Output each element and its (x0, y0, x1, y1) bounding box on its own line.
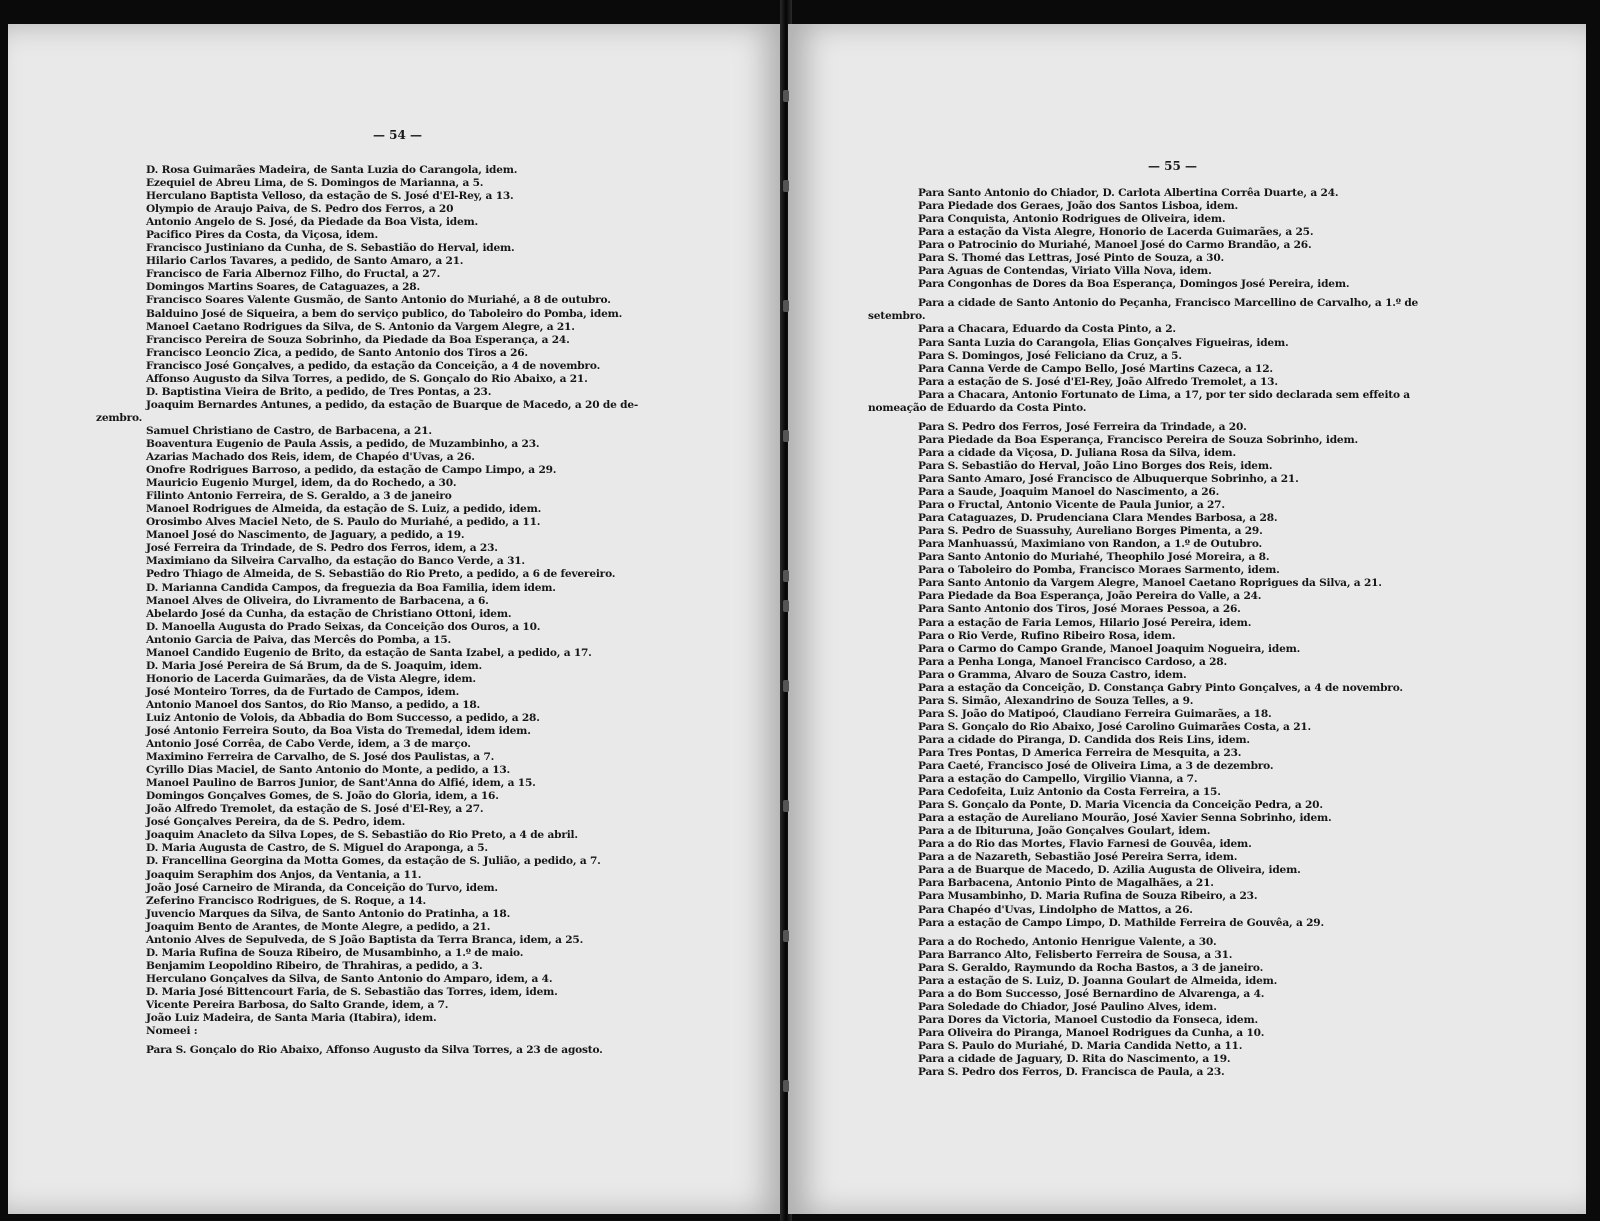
text-line: Francisco Pereira de Souza Sobrinho, da Piedade da Boa Esperança, a 24. (146, 333, 570, 346)
text-line: José Gonçalves Pereira, da de S. Pedro, idem. (146, 816, 406, 829)
text-line: Hilario Carlos Tavares, a pedido, de Santo Amaro, a 21. (146, 255, 464, 268)
text-line: Para o Patrocinio do Muriahé, Manoel José do Carmo Brandão, a 26. (918, 239, 1312, 252)
text-line: Para Musambinho, D. Maria Rufina de Souza Ribeiro, a 23. (918, 890, 1258, 903)
text-line: Para Santo Antonio do Chiador, D. Carlota Albertina Corrêa Duarte, a 24. (918, 187, 1339, 199)
text-line: Honorio de Lacerda Guimarães, da de Vista Alegre, idem. (146, 672, 476, 685)
text-line: Francisco de Faria Albernoz Filho, do Fructal, a 27. (146, 268, 441, 281)
text-line: Francisco Soares Valente Gusmão, de Santo Antonio do Muriahé, a 8 de outubro. (146, 294, 611, 307)
text-line: Para S. Gonçalo do Rio Abaixo, José Carolino Guimarães Costa, a 21. (918, 720, 1312, 733)
text-line: Balduino José de Siqueira, a bem do serviço publico, do Taboleiro do Pomba, idem. (146, 307, 623, 320)
text-line: Para a estação de S. Luiz, D. Joanna Goulart de Almeida, idem. (918, 974, 1278, 987)
binding-stitch (783, 300, 789, 312)
binding-stitch (783, 680, 789, 692)
text-line: Para a Chacara, Eduardo da Costa Pinto, a 2. (918, 323, 1176, 336)
text-line: D. Marianna Candida Campos, da freguezia da Boa Familia, idem idem. (146, 581, 556, 594)
text-line: Joaquim Anacleto da Silva Lopes, de S. Sebastião do Rio Preto, a 4 de abril. (146, 829, 578, 842)
text-line: Para Chapéo d'Uvas, Lindolpho de Mattos, a 26. (918, 903, 1193, 916)
text-line: Affonso Augusto da Silva Torres, a pedido, de S. Gonçalo do Rio Abaixo, a 21. (146, 372, 588, 385)
text-line: Para Santo Antonio do Muriahé, Theophilo José Moreira, a 8. (918, 551, 1270, 564)
text-line: Para S. Gonçalo do Rio Abaixo, Affonso Augusto da Silva Torres, a 23 de agosto. (146, 1044, 603, 1057)
text-line: Para Conquista, Antonio Rodrigues de Oliveira, idem. (918, 213, 1226, 226)
text-line: Herculano Gonçalves da Silva, de Santo Antonio do Amparo, idem, a 4. (146, 972, 553, 985)
text-line: Para Canna Verde de Campo Bello, José Martins Cazeca, a 12. (918, 362, 1273, 375)
text-line: José Monteiro Torres, da de Furtado de Campos, idem. (146, 685, 460, 698)
text-line: Para a estação de Campo Limpo, D. Mathilde Ferreira de Gouvêa, a 29. (918, 916, 1324, 929)
text-line: Manoel José do Nascimento, de Jaguary, a pedido, a 19. (146, 529, 465, 542)
text-line: Para Tres Pontas, D America Ferreira de Mesquita, a 23. (918, 746, 1242, 759)
text-line: Maximiano da Silveira Carvalho, da estação do Banco Verde, a 31. (146, 555, 525, 568)
text-line: Para a estação da Conceição, D. Constança Gabry Pinto Gonçalves, a 4 de novembro. (918, 681, 1403, 694)
text-line: Para Santo Antonio da Vargem Alegre, Manoel Caetano Roprigues da Silva, a 21. (918, 577, 1382, 590)
text-line: João Alfredo Tremolet, da estação de S. José d'El-Rey, a 27. (146, 803, 484, 816)
text-line: Para a de Nazareth, Sebastião José Pereira Serra, idem. (918, 851, 1238, 864)
text-line: Para Aguas de Contendas, Viriato Villa Nova, idem. (918, 265, 1212, 278)
text-line: Samuel Christiano de Castro, de Barbacena, a 21. (146, 424, 432, 437)
page-number: — 54 — (373, 128, 423, 142)
text-line: Para Congonhas de Dores da Boa Esperança, Domingos José Pereira, idem. (918, 278, 1350, 291)
text-line: D. Maria José Pereira de Sá Brum, da de S. Joaquim, idem. (146, 659, 482, 672)
text-line: Para o Fructal, Antonio Vicente de Paula Junior, a 27. (918, 499, 1225, 512)
text-line: Para Oliveira do Piranga, Manoel Rodrigues da Cunha, a 10. (918, 1026, 1265, 1039)
text-line: João Luiz Madeira, de Santa Maria (Itabira), idem. (146, 1012, 437, 1025)
text-line: Juvencio Marques da Silva, de Santo Antonio do Pratinha, a 18. (146, 907, 511, 920)
text-line: Para a estação do Campello, Virgilio Vianna, a 7. (918, 773, 1198, 786)
text-line: Olympio de Araujo Paiva, de S. Pedro dos Ferros, a 20 (146, 203, 454, 216)
binding-stitch (783, 430, 789, 442)
text-line: Antonio José Corrêa, de Cabo Verde, idem, a 3 de março. (146, 738, 471, 751)
text-line: Para Piedade da Boa Esperança, Francisco Pereira de Souza Sobrinho, idem. (918, 433, 1358, 446)
text-line: Para Piedade da Boa Esperança, João Pereira do Valle, a 24. (918, 590, 1262, 603)
text-line: Para a do Rio das Mortes, Flavio Farnesi de Gouvêa, idem. (918, 838, 1252, 851)
text-line: Para a cidade de Santo Antonio do Peçanha, Francisco Marcellino de Carvalho, a 1.º de (918, 297, 1419, 310)
text-line: Nomeei : (146, 1025, 198, 1038)
text-line: Para a cidade do Piranga, D. Candida dos Reis Lins, idem. (918, 733, 1250, 746)
text-line: Para a Saude, Joaquim Manoel do Nascimento, a 26. (918, 486, 1220, 499)
text-line: Filinto Antonio Ferreira, de S. Geraldo, a 3 de janeiro (146, 490, 452, 503)
text-line: Para Cataguazes, D. Prudenciana Clara Mendes Barbosa, a 28. (918, 512, 1278, 525)
left-page (8, 24, 784, 1214)
text-line: Para a estação de Faria Lemos, Hilario José Pereira, idem. (918, 616, 1252, 629)
text-line: Para S. João do Matipoó, Claudiano Ferreira Guimarães, a 18. (918, 707, 1272, 720)
text-line: setembro. (868, 310, 926, 323)
text-line: Para S. Geraldo, Raymundo da Rocha Bastos, a 3 de janeiro. (918, 961, 1264, 974)
text-line: Para Santo Amaro, José Francisco de Albuquerque Sobrinho, a 21. (918, 472, 1299, 485)
text-line: Joaquim Bernardes Antunes, a pedido, da estação de Buarque de Macedo, a 20 de de- (146, 398, 639, 411)
binding-stitch (783, 90, 789, 102)
text-line: Orosimbo Alves Maciel Neto, de S. Paulo do Muriahé, a pedido, a 11. (146, 516, 541, 529)
text-line: Para S. Pedro dos Ferros, José Ferreira da Trindade, a 20. (918, 420, 1247, 433)
text-line: Para a cidade de Jaguary, D. Rita do Nascimento, a 19. (918, 1053, 1231, 1066)
text-line: Para Dores da Victoria, Manoel Custodio da Fonseca, idem. (918, 1013, 1258, 1026)
text-line: Para Cedofeita, Luiz Antonio da Costa Ferreira, a 15. (918, 786, 1221, 799)
text-line: Para Caeté, Francisco José de Oliveira Lima, a 3 de dezembro. (918, 760, 1274, 773)
text-line: Manoel Rodrigues de Almeida, da estação de S. Luiz, a pedido, idem. (146, 503, 542, 516)
text-line: Para o Rio Verde, Rufino Ribeiro Rosa, idem. (918, 629, 1176, 642)
text-line: Francisco José Gonçalves, a pedido, da estação da Conceição, a 4 de novembro. (146, 359, 601, 372)
text-line: Domingos Gonçalves Gomes, de S. João do Gloria, idem, a 16. (146, 790, 499, 803)
page-text (96, 164, 736, 1057)
text-line: Mauricio Eugenio Murgel, idem, da do Rochedo, a 30. (146, 477, 457, 490)
binding-stitch (783, 180, 789, 192)
text-line: Para Barranco Alto, Felisberto Ferreira de Sousa, a 31. (918, 948, 1233, 961)
text-line: Manoel Candido Eugenio de Brito, da estação de Santa Izabel, a pedido, a 17. (146, 646, 592, 659)
text-line: Francisco Leoncio Zica, a pedido, de Santo Antonio dos Tiros a 26. (146, 346, 528, 359)
text-line: Para a do Bom Successo, José Bernardino de Alvarenga, a 4. (918, 987, 1265, 1000)
text-line: Para S. Gonçalo da Ponte, D. Maria Vicencia da Conceição Pedra, a 20. (918, 799, 1323, 812)
text-line: D. Rosa Guimarães Madeira, de Santa Luzia do Carangola, idem. (146, 164, 518, 176)
text-line: Para o Taboleiro do Pomba, Francisco Moraes Sarmento, idem. (918, 564, 1280, 577)
text-line: Vicente Pereira Barbosa, do Salto Grande, idem, a 7. (146, 999, 449, 1011)
binding-stitch (783, 570, 789, 582)
text-line: Para a estação da Vista Alegre, Honorio de Lacerda Guimarães, a 25. (918, 226, 1314, 239)
text-line: Joaquim Seraphim dos Anjos, da Ventania, a 11. (146, 868, 422, 881)
text-line: Para S. Pedro dos Ferros, D. Francisca de Paula, a 23. (918, 1066, 1225, 1079)
text-line: Para S. Thomé das Lettras, José Pinto de Souza, a 30. (918, 252, 1225, 265)
text-line: Boaventura Eugenio de Paula Assis, a pedido, de Muzambinho, a 23. (146, 437, 540, 450)
text-line: Manoel Caetano Rodrigues da Silva, de S. Antonio da Vargem Alegre, a 21. (146, 320, 575, 333)
text-line: Para a estação de S. José d'El-Rey, João Alfredo Tremolet, a 13. (918, 375, 1278, 388)
binding-stitch (783, 1080, 789, 1092)
text-line: Para Piedade dos Geraes, João dos Santos Lisboa, idem. (918, 200, 1239, 213)
text-line: D. Manoella Augusta do Prado Seixas, da Conceição dos Ouros, a 10. (146, 620, 541, 633)
text-line: Zeferino Francisco Rodrigues, de S. Roque, a 14. (146, 894, 426, 907)
text-line: Para Manhuassú, Maximiano von Randon, a 1.º de Outubro. (918, 538, 1263, 551)
text-line: Para a Penha Longa, Manoel Francisco Cardoso, a 28. (918, 655, 1227, 668)
text-line: Para o Gramma, Alvaro de Souza Castro, idem. (918, 668, 1187, 681)
text-line: nomeação de Eduardo da Costa Pinto. (868, 401, 1087, 414)
text-line: Antonio Manoel dos Santos, do Rio Manso, a pedido, a 18. (146, 698, 481, 711)
text-line: Joaquim Bento de Arantes, de Monte Alegre, a pedido, a 21. (146, 920, 491, 933)
text-line: Antonio Angelo de S. José, da Piedade da Boa Vista, idem. (146, 216, 479, 229)
right-page (788, 24, 1586, 1214)
text-line: Para S. Simão, Alexandrino de Souza Telles, a 9. (918, 694, 1194, 707)
text-line: Benjamim Leopoldino Ribeiro, de Thrahiras, a pedido, a 3. (146, 959, 483, 972)
text-line: Para S. Pedro de Suassuhy, Aureliano Borges Pimenta, a 29. (918, 525, 1263, 538)
binding-stitch (783, 800, 789, 812)
text-line: Maximino Ferreira de Carvalho, de S. José dos Paulistas, a 7. (146, 751, 495, 764)
page-number: — 55 — (1148, 159, 1198, 173)
text-line: D. Maria José Bittencourt Faria, de S. Sebastião das Torres, idem, idem. (146, 985, 558, 998)
page-text (868, 187, 1543, 1079)
text-line: Onofre Rodrigues Barroso, a pedido, da estação de Campo Limpo, a 29. (146, 464, 557, 477)
text-line: Para a do Rochedo, Antonio Henrigue Valente, a 30. (918, 935, 1217, 948)
text-line: Manoel Paulino de Barros Junior, de Sant'Anna do Alfié, idem, a 15. (146, 777, 536, 790)
text-line: Para o Carmo do Campo Grande, Manoel Joaquim Nogueira, idem. (918, 642, 1301, 655)
text-line: D. Baptistina Vieira de Brito, a pedido, de Tres Pontas, a 23. (146, 385, 492, 398)
text-line: Para Santa Luzia do Carangola, Elias Gonçalves Figueiras, idem. (918, 336, 1289, 349)
text-line: Para S. Domingos, José Feliciano da Cruz, a 5. (918, 349, 1182, 362)
text-line: Para Barbacena, Antonio Pinto de Magalhães, a 21. (918, 877, 1214, 890)
text-line: João José Carneiro de Miranda, da Conceição do Turvo, idem. (146, 881, 498, 894)
text-line: Antonio Garcia de Paiva, das Mercês do Pomba, a 15. (146, 633, 452, 646)
text-line: Para a de Ibituruna, João Gonçalves Goulart, idem. (918, 825, 1211, 838)
text-line: Antonio Alves de Sepulveda, de S João Baptista da Terra Branca, idem, a 25. (146, 933, 584, 946)
text-line: Para a estação de Aureliano Mourão, José Xavier Senna Sobrinho, idem. (918, 812, 1332, 825)
text-line: Francisco Justiniano da Cunha, de S. Sebastião do Herval, idem. (146, 242, 515, 255)
text-line: Domingos Martins Soares, de Cataguazes, a 28. (146, 281, 420, 294)
text-line: Cyrillo Dias Maciel, de Santo Antonio do Monte, a pedido, a 13. (146, 764, 511, 777)
text-line: Para a Chacara, Antonio Fortunato de Lima, a 17, por ter sido declarada sem effeito a (918, 388, 1410, 401)
text-line: Para Soledade do Chiador, José Paulino Alves, idem. (918, 1000, 1217, 1013)
text-line: Para a de Buarque de Macedo, D. Azilia Augusta de Oliveira, idem. (918, 864, 1301, 877)
text-line: Herculano Baptista Velloso, da estação de S. José d'El-Rey, a 13. (146, 190, 514, 203)
text-line: D. Francellina Georgina da Motta Gomes, da estação de S. Julião, a pedido, a 7. (146, 855, 601, 868)
text-line: José Ferreira da Trindade, de S. Pedro dos Ferros, idem, a 23. (146, 542, 498, 555)
text-line: Para Santo Antonio dos Tiros, José Moraes Pessoa, a 26. (918, 603, 1241, 616)
binding-stitch (783, 600, 789, 612)
text-line: D. Maria Augusta de Castro, de S. Miguel do Araponga, a 5. (146, 842, 488, 855)
binding-stitch (783, 930, 789, 942)
text-line: zembro. (96, 411, 143, 424)
text-line: Para S. Paulo do Muriahé, D. Maria Candida Netto, a 11. (918, 1040, 1243, 1052)
text-line: Para a cidade da Viçosa, D. Juliana Rosa da Silva, idem. (918, 446, 1236, 459)
text-line: Luiz Antonio de Volois, da Abbadia do Bom Successo, a pedido, a 28. (146, 711, 540, 724)
text-line: Ezequiel de Abreu Lima, de S. Domingos de Marianna, a 5. (146, 177, 484, 190)
text-line: Para S. Sebastião do Herval, João Lino Borges dos Reis, idem. (918, 459, 1273, 472)
text-line: D. Maria Rufina de Souza Ribeiro, de Musambinho, a 1.º de maio. (146, 946, 524, 959)
text-line: Pacifico Pires da Costa, da Viçosa, idem. (146, 229, 378, 242)
text-line: Pedro Thiago de Almeida, de S. Sebastião do Rio Preto, a pedido, a 6 de fevereiro. (146, 568, 616, 581)
text-line: Manoel Alves de Oliveira, do Livramento de Barbacena, a 6. (146, 594, 489, 607)
text-line: Azarias Machado dos Reis, idem, de Chapéo d'Uvas, a 26. (146, 451, 475, 464)
text-line: Abelardo José da Cunha, da estação de Christiano Ottoni, idem. (146, 607, 512, 620)
text-line: José Antonio Ferreira Souto, da Boa Vista do Tremedal, idem idem. (146, 725, 531, 738)
